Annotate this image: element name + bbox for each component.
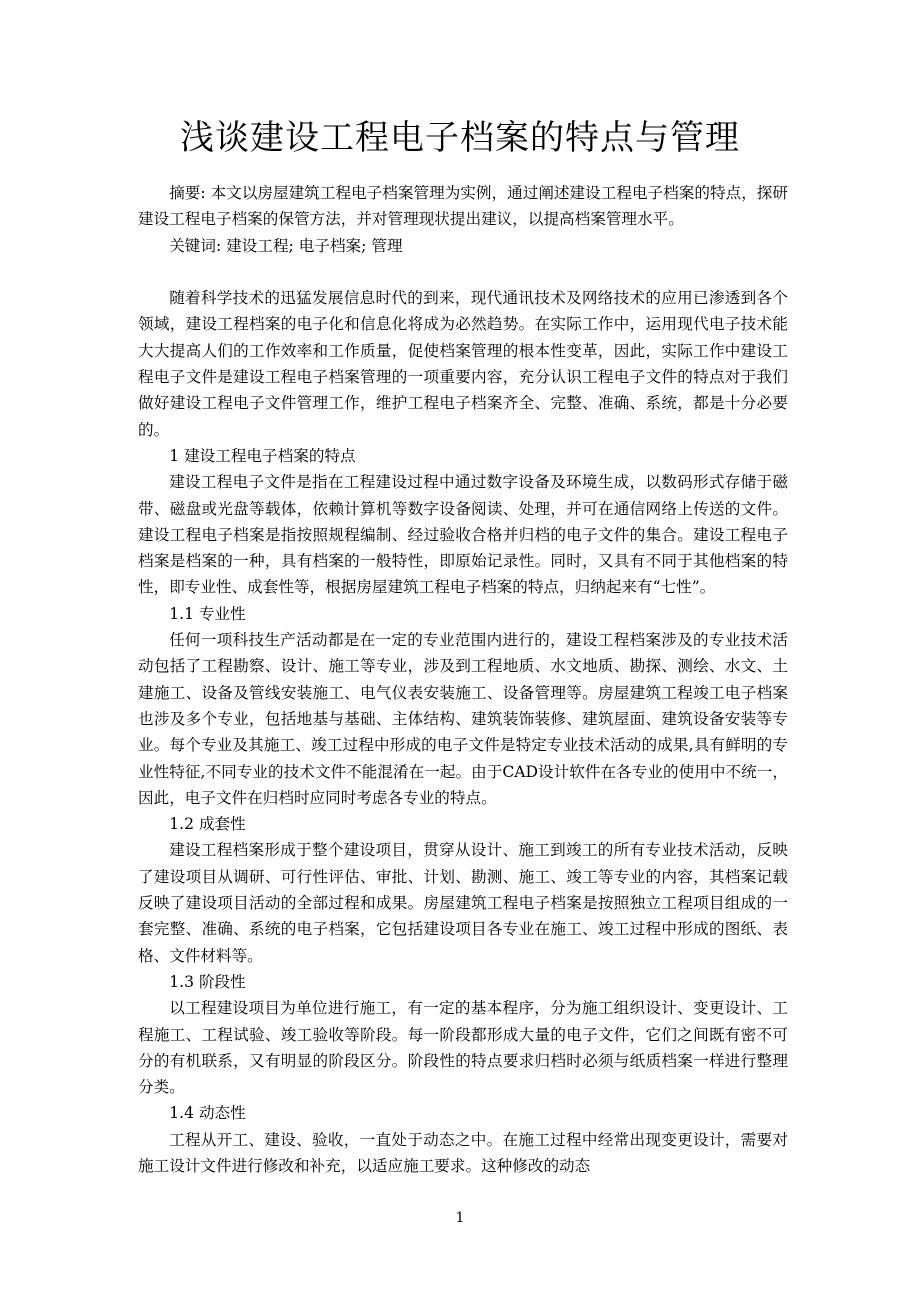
section-1-1-heading: 1.1 专业性 [169,604,246,623]
abstract-paragraph: 摘要: 本文以房屋建筑工程电子档案管理为实例，通过阐述建设工程电子档案的特点，探研建设工程电子档案的保管方法，并对管理现状提出建议，以提高档案管理水平。 [138,184,788,229]
section-1-4-heading: 1.4 动态性 [169,1104,246,1123]
blank-line [138,259,788,285]
section-1-paragraph: 建设工程电子文件是指在工程建设过程中通过数字设备及环境生成，以数码形式存储于磁带、磁盘或光盘等载体，依赖计算机等数字设备阅读、处理，并可在通信网络上传送的文件。建设工程电子档案是指按照规程编制、经过验收合格并归档的电子文件的集合。建设工程电子档案是档案的一种，具有档案的一般特性，即原始记录性。同时，又具有不同于其他档案的特性，即专业性、成套性等，根据房屋建筑工程电子档案的特点，归纳起来有“七性”。 [138,473,788,597]
section-1-2-heading: 1.2 成套性 [169,815,246,834]
section-1-2-paragraph: 建设工程档案形成于整个建设项目，贯穿从设计、施工到竣工的所有专业技术活动，反映了建设项目从调研、可行性评估、审批、计划、勘测、施工、竣工等专业的内容，其档案记载反映了建设项目活动的全部过程和成果。房屋建筑工程电子档案是按照独立工程项目组成的一套完整、准确、系统的电子档案，它包括建设项目各专业在施工、竣工过程中形成的图纸、表格、文件材料等。 [138,841,788,965]
page-number: 1 [455,1210,465,1226]
section-1-4-paragraph: 工程从开工、建设、验收，一直处于动态之中。在施工过程中经常出现变更设计，需要对施工设计文件进行修改和补充，以适应施工要求。这种修改的动态 [138,1130,788,1175]
section-1-1-paragraph: 任何一项科技生产活动都是在一定的专业范围内进行的，建设工程档案涉及的专业技术活动包括了工程勘察、设计、施工等专业，涉及到工程地质、水文地质、勘探、测绘、水文、土建施工、设备及管线安装施工、电气仪表安装施工、设备管理等。房屋建筑工程竣工电子档案也涉及多个专业，包括地基与基础、主体结构、建筑装饰装修、建筑屋面、建筑设备安装等专业。每个专业及其施工、竣工过程中形成的电子文件是特定专业技术活动的成果,具有鲜明的专业性特征,不同专业的技术文件不能混淆在一起。由于CAD设计软件在各专业的使用中不统一，因此，电子文件在归档时应同时考虑各专业的特点。 [138,631,788,807]
section-1-3-paragraph: 以工程建设项目为单位进行施工，有一定的基本程序，分为施工组织设计、变更设计、工程施工、工程试验、竣工验收等阶段。每一阶段都形成大量的电子文件，它们之间既有密不可分的有机联系，又有明显的阶段区分。阶段性的特点要求归档时必须与纸质档案一样进行整理分类。 [138,999,788,1097]
document-title: 浅谈建设工程电子档案的特点与管理 [180,118,740,158]
section-1-3-heading: 1.3 阶段性 [169,972,246,991]
keywords-paragraph: 关键词: 建设工程; 电子档案; 管理 [169,236,403,255]
document-body [138,180,788,1179]
intro-paragraph: 随着科学技术的迅猛发展信息时代的到来，现代通讯技术及网络技术的应用已渗透到各个领域，建设工程档案的电子化和信息化将成为必然趋势。在实际工作中，运用现代电子技术能大大提高人们的工作效率和工作质量，促使档案管理的根本性变革，因此，实际工作中建设工程电子文件是建设工程电子档案管理的一项重要内容，充分认识工程电子文件的特点对于我们做好建设工程电子文件管理工作，维护工程电子档案齐全、完整、准确、系统，都是十分必要的。 [138,289,788,439]
section-1-heading: 1 建设工程电子档案的特点 [169,446,356,465]
